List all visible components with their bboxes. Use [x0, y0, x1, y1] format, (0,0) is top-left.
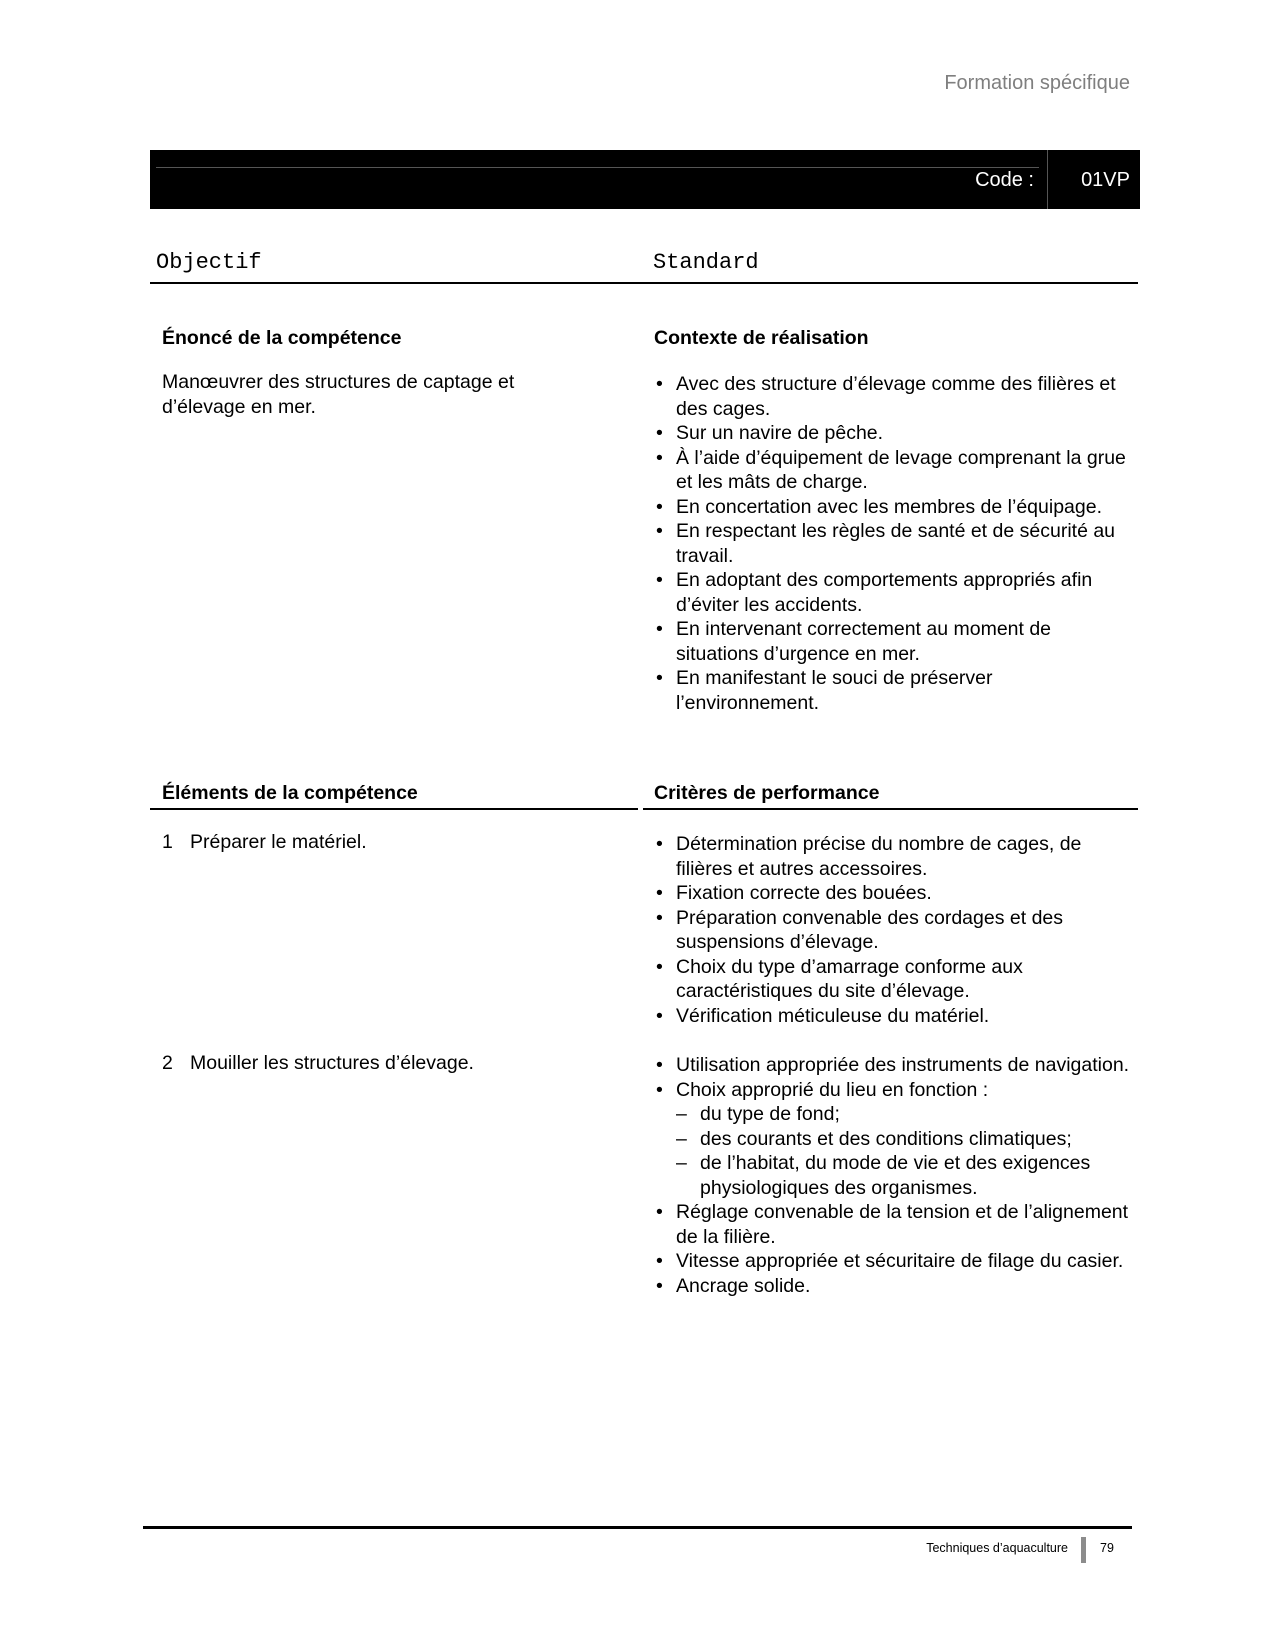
sub-list-item: – du type de fond; [676, 1102, 1130, 1127]
footer-separator [1081, 1537, 1086, 1563]
context-heading: Contexte de réalisation [654, 327, 869, 349]
element-number: 2 [162, 1052, 173, 1074]
list-item: • Vérification méticuleuse du matériel. [654, 1004, 1130, 1029]
column-title-standard: Standard [653, 250, 759, 275]
list-item: • Avec des structure d’élevage comme des filières et des cages. [654, 372, 1130, 421]
code-label: Code : [975, 169, 1034, 191]
statement-text: Manœuvrer des structures de captage et d’élevage en mer. [162, 371, 515, 418]
code-bar-separator [1047, 150, 1048, 209]
list-item: • Choix du type d’amarrage conforme aux caractéristiques du site d’élevage. [654, 955, 1130, 1004]
list-item: • En respectant les règles de santé et de sécurité au travail. [654, 519, 1130, 568]
sub-list-item: – des courants et des conditions climatiques; [676, 1127, 1130, 1152]
code-bar [150, 150, 1140, 209]
list-item: • À l’aide d’équipement de levage comprenant la grue et les mâts de charge. [654, 446, 1130, 495]
criteria-heading: Critères de performance [654, 782, 880, 804]
criteria-list-1 [654, 832, 1130, 1028]
list-item: • Préparation convenable des cordages et des suspensions d’élevage. [654, 906, 1130, 955]
list-item: • Ancrage solide. [654, 1274, 1130, 1299]
list-item: • Réglage convenable de la tension et de l’alignement de la filière. [654, 1200, 1130, 1249]
column-title-rule [150, 282, 1138, 284]
list-item: • En intervenant correctement au moment de situations d’urgence en mer. [654, 617, 1130, 666]
list-item [654, 1078, 1130, 1201]
element-text: Mouiller les structures d’élevage. [190, 1052, 474, 1074]
code-bar-line [156, 167, 1039, 168]
context-list [654, 372, 1130, 715]
column-title-objectif: Objectif [156, 250, 262, 275]
list-item: • En adoptant des comportements appropriés afin d’éviter les accidents. [654, 568, 1130, 617]
elements-rule [150, 808, 638, 810]
list-item: • En concertation avec les membres de l’équipage. [654, 495, 1130, 520]
element-number: 1 [162, 831, 173, 853]
page-number: 79 [1100, 1541, 1114, 1555]
footer-title: Techniques d’aquaculture [926, 1541, 1068, 1555]
list-item: • Détermination précise du nombre de cages, de filières et autres accessoires. [654, 832, 1130, 881]
sub-list [676, 1102, 1130, 1200]
criteria-list-2 [654, 1053, 1130, 1298]
criteria-rule [643, 808, 1138, 810]
list-item: • Vitesse appropriée et sécuritaire de filage du casier. [654, 1249, 1130, 1274]
elements-heading: Éléments de la compétence [162, 782, 418, 804]
list-item-text: Choix approprié du lieu en fonction : [676, 1078, 989, 1101]
footer-rule [143, 1526, 1132, 1529]
element-1 [162, 830, 367, 855]
list-item: • En manifestant le souci de préserver l’environnement. [654, 666, 1130, 715]
element-text: Préparer le matériel. [190, 831, 367, 853]
list-item: • Sur un navire de pêche. [654, 421, 1130, 446]
list-item: • Fixation correcte des bouées. [654, 881, 1130, 906]
element-2 [162, 1051, 474, 1076]
statement-heading: Énoncé de la compétence [162, 327, 402, 349]
sub-list-item: – de l’habitat, du mode de vie et des exigences physiologiques des organismes. [676, 1151, 1130, 1200]
section-header: Formation spécifique [944, 72, 1130, 94]
code-value: 01VP [1081, 169, 1130, 191]
list-item: • Utilisation appropriée des instruments de navigation. [654, 1053, 1130, 1078]
